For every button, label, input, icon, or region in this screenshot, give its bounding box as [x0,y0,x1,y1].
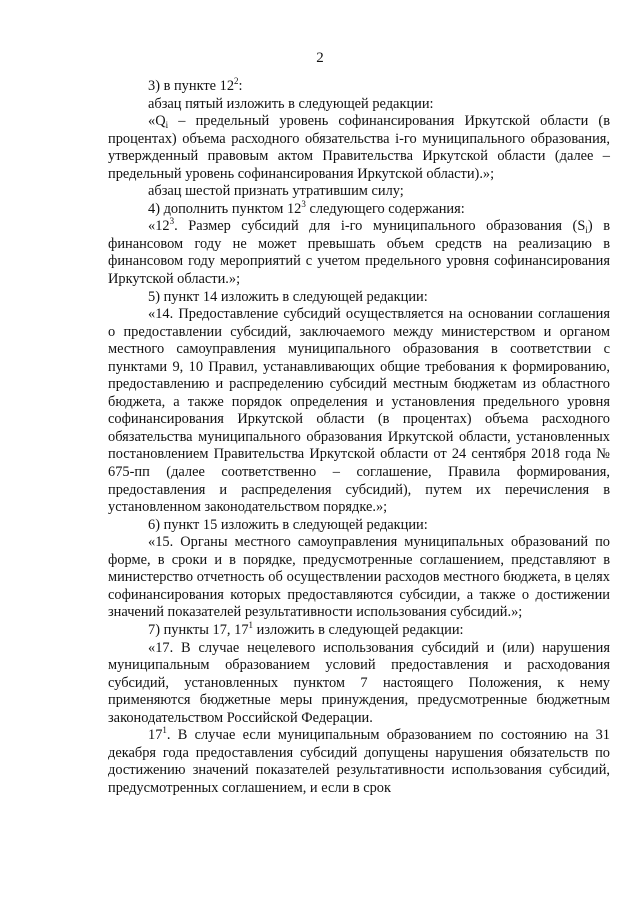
clause-14: «14. Предоставление субсидий осуществляется на основании соглашения о предоставлении субсидий, заключаемого между министерством и органом местного самоуправления муниципального образования в соответствии с пунктами 9, 10 Правил, устанавливающих общие требования к формированию, предоставлению и распределению субсидий местным бюджетам из областного бюджета, а также порядок определения и установления предельного уровня софинансирования Иркутской области (в процентах) объема расходного обязательства муниципального образования Иркутской области, установленных постановлением Правительства Иркутской области от 24 сентября 2018 года № 675-пп (далее соответственно – соглашение, Правила формирования, предоставления и распределения субсидий), путем их перечисления в установленном законодательством порядке.»; [108,306,610,516]
item-3-heading: 3) в пункте $12^2$: [148,76,243,94]
item-7-heading: 7) пункты 17, $17^1$ изложить в следующей редакции: [148,619,464,638]
quoted-definition-qi: «$Q_i$ – предельный уровень софинансирования Иркутской области (в процентах) объема расходного обязательства i-го муниципального образования, утвержденный правовым актом Правительства Иркутской области (далее – предельный уровень софинансирования Иркутской области).»; [108,113,610,182]
item-4-heading: 4) дополнить пунктом $12^3$ следующего содержания: [148,198,465,217]
paragraph-5-instruction: абзац пятый изложить в следующей редакции: [148,95,434,112]
clause-17: «17. В случае нецелевого использования субсидий и (или) нарушения муниципальным образованием условий предоставления и расходования субсидий, установленных пунктом 7 настоящего Положения, к нему применяются бюджетные меры принуждения, предусмотренные бюджетным законодательством Российской Федерации. [108,639,610,726]
item-6-heading: 6) пункт 15 изложить в следующей редакции: [148,516,428,533]
clause-15: «15. Органы местного самоуправления муниципальных образований по форме, в сроки и в порядке, предусмотренные соглашением, представляют в министерство отчетность об осуществлении расходов местного бюджета, в целях софинансирования которых предоставляются субсидии, а также о достижении значений показателей результативности использования субсидий.»; [108,534,610,621]
document-body [108,78,610,797]
clause-17-1: $17^1$. В случае если муниципальным образованием по состоянию на 31 декабря года предоставления субсидий допущены нарушения обязательств по достижению значений показателей результативности использования субсидий, предусмотренных соглашением, и если в срок [108,725,610,796]
item-5-heading: 5) пункт 14 изложить в следующей редакции: [148,288,428,305]
clause-12-3: «$12^3$. Размер субсидий для i-го муниципального образования $(S_i)$ в финансовом году не может превышать объем средств на реализацию в финансовом году мероприятий с учетом предельного уровня софинансирования Иркутской области.»; [108,216,610,288]
page-number: 2 [316,50,324,66]
paragraph-6-void: абзац шестой признать утратившим силу; [148,183,404,200]
